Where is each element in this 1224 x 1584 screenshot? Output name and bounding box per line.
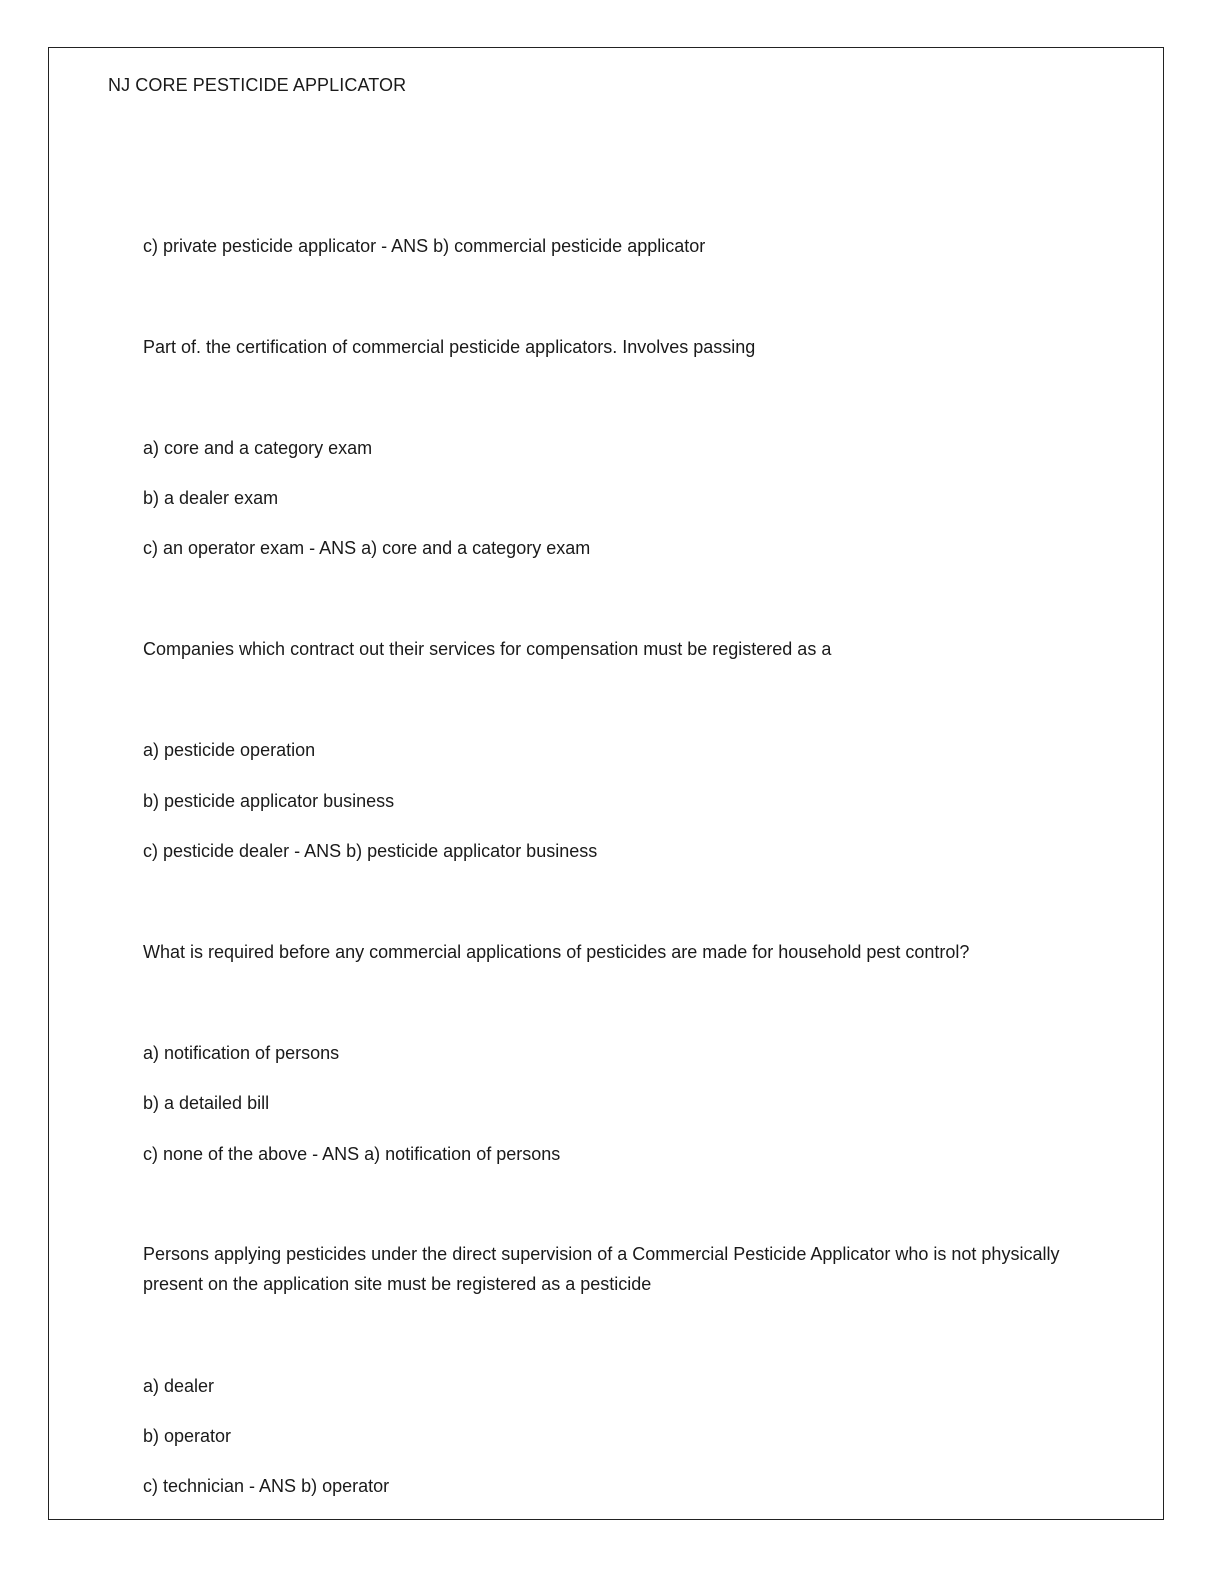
option-line: a) dealer: [143, 1376, 215, 1396]
answer-line: c) none of the above - ANS a) notification of persons: [143, 1144, 561, 1164]
option-line: b) pesticide applicator business: [143, 791, 395, 811]
answer-line: c) technician - ANS b) operator: [143, 1476, 390, 1496]
option-line: b) a dealer exam: [143, 488, 279, 508]
option-line: a) pesticide operation: [143, 740, 316, 760]
answer-line: c) an operator exam - ANS a) core and a category exam: [143, 538, 591, 558]
answer-line: c) private pesticide applicator - ANS b) commercial pesticide applicator: [143, 236, 706, 256]
document-header: NJ CORE PESTICIDE APPLICATOR: [108, 75, 407, 95]
option-line: a) core and a category exam: [143, 438, 373, 458]
option-line: a) notification of persons: [143, 1043, 340, 1063]
option-line: b) operator: [143, 1426, 232, 1446]
question-line: What is required before any commercial applications of pesticides are made for household pest control?: [143, 942, 970, 962]
page-frame: [48, 47, 1164, 1520]
option-line: b) a detailed bill: [143, 1093, 270, 1113]
answer-line: c) pesticide dealer - ANS b) pesticide applicator business: [143, 841, 598, 861]
question-line: Part of. the certification of commercial pesticide applicators. Involves passing: [143, 337, 756, 357]
question-line: Companies which contract out their services for compensation must be registered as a: [143, 639, 832, 659]
question-line: Persons applying pesticides under the direct supervision of a Commercial Pesticide Applicator who is not physically present on the application site must be registered as a pesticide: [143, 1244, 1060, 1294]
